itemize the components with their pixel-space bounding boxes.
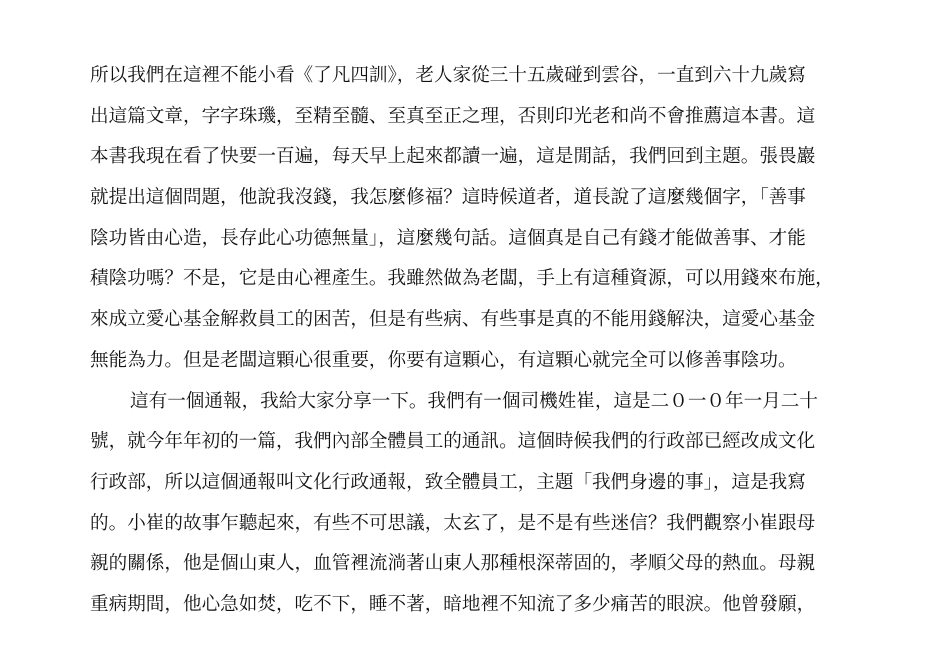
paragraph-start-line: 這有一個通報，我給大家分享一下。我們有一個司機姓崔，這是二０一０年一月二十 bbox=[130, 390, 818, 412]
text-line: 重病期間，他心急如焚，吃不下，睡不著，暗地裡不知流了多少痛苦的眼淚。他曾發願， bbox=[90, 593, 816, 615]
document-body bbox=[90, 56, 905, 626]
text-line: 本書我現在看了快要一百遍，每天早上起來都讀一遍，這是閒話，我們回到主題。張畏巖 bbox=[90, 146, 816, 168]
text-line: 的。小崔的故事乍聽起來，有些不可思議，太玄了，是不是有些迷信？我們觀察小崔跟母 bbox=[90, 512, 816, 534]
text-line: 來成立愛心基金解救員工的困苦，但是有些病、有些事是真的不能用錢解決，這愛心基金 bbox=[90, 309, 816, 331]
text-line: 親的關係，他是個山東人，血管裡流淌著山東人那種根深蒂固的，孝順父母的熱血。母親 bbox=[90, 553, 816, 575]
text-line: 就提出這個問題，他說我沒錢，我怎麼修福？這時候道者，道長說了這麼幾個字，「善事 bbox=[90, 187, 806, 209]
text-line: 所以我們在這裡不能小看《了凡四訓》，老人家從三十五歲碰到雲谷，一直到六十九歲寫 bbox=[90, 65, 806, 86]
text-line: 出這篇文章，字字珠璣，至精至髓、至真至正之理，否則印光老和尚不會推薦這本書。這 bbox=[90, 105, 816, 127]
text-line: 無能為力。但是老闆這顆心很重要，你要有這顆心，有這顆心就完全可以修善事陰功。 bbox=[90, 349, 797, 371]
text-line: 積陰功嗎？不是，它是由心裡產生。我雖然做為老闆，手上有這種資源，可以用錢來布施， bbox=[90, 268, 834, 290]
text-line: 號，就今年年初的一篇，我們內部全體員工的通訊。這個時候我們的行政部已經改成文化 bbox=[90, 431, 816, 453]
text-line: 行政部，所以這個通報叫文化行政通報，致全體員工，主題「我們身邊的事」，這是我寫 bbox=[90, 471, 806, 493]
text-line: 陰功皆由心造，長存此心功德無量」，這麼幾句話。這個真是自己有錢才能做善事、才能 bbox=[90, 227, 806, 249]
